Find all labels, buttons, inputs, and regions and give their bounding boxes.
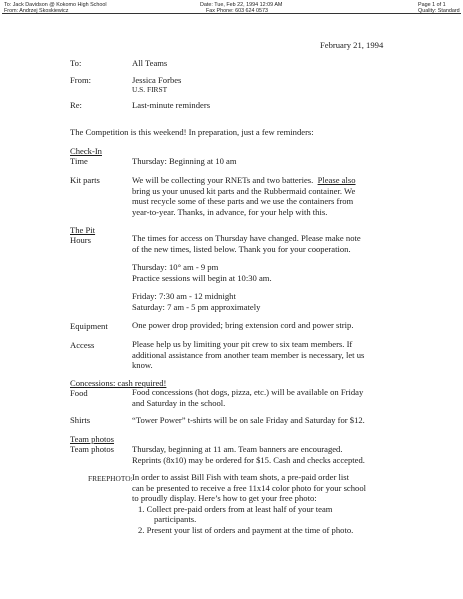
- kit-emphasis: Please also: [317, 175, 356, 185]
- kit-text: We will be collecting your RNETs and two batteries. Please also bring us your unused kit parts and the Rubbermaid container. We must recycle some of these parts and we use the containers from year-to-year. Thanks, in advance, for your help with this.: [132, 175, 356, 217]
- hours-label: Hours: [70, 235, 92, 245]
- to-value: All Teams: [132, 58, 168, 68]
- photos-heading: Team photos: [70, 434, 115, 444]
- equipment-label: Equipment: [70, 321, 108, 331]
- hours-text: The times for access on Thursday have changed. Please make note of the new times, listed below. Thank you for your cooperation.: [132, 233, 361, 254]
- from-org: U.S. FIRST: [132, 85, 168, 94]
- fax-quality: Quality: Standard: [418, 8, 460, 14]
- access-label: Access: [70, 340, 95, 350]
- kit-label: Kit parts: [70, 175, 100, 185]
- time-value: Thursday: Beginning at 10 am: [132, 156, 237, 166]
- fax-date: Date: Tue, Feb 22, 1994 12:09 AM: [200, 2, 283, 8]
- food-label: Food: [70, 388, 88, 398]
- fax-phone: Fax Phone: 603 624 0573: [206, 8, 269, 14]
- concessions-heading: Concessions: cash required!: [70, 378, 167, 388]
- shirts-label: Shirts: [70, 415, 91, 425]
- time-label: Time: [70, 156, 88, 166]
- photos-text: Thursday, beginning at 11 am. Team banners are encouraged. Reprints (8x10) may be ordered for $15. Cash and checks accepted.: [132, 444, 365, 465]
- re-value: Last-minute reminders: [132, 100, 211, 110]
- photos-label: Team photos: [70, 444, 115, 454]
- memo-date: February 21, 1994: [320, 40, 384, 50]
- access-text: Please help us by limiting your pit crew to six team members. If additional assistance from another team member is necessary, let us know.: [132, 339, 365, 370]
- weekend-hours: Friday: 7:30 am - 12 midnight Saturday: 7 am - 5 pm approximately: [132, 291, 261, 312]
- shirts-text: “Tower Power” t-shirts will be on sale Friday and Saturday for $12.: [132, 415, 365, 425]
- food-text: Food concessions (hot dogs, pizza, etc.) will be available on Friday and Saturday in the school.: [132, 387, 364, 408]
- fax-from: From: Andrzej Skoskiewicz: [4, 8, 69, 14]
- fax-header-rule: [2, 13, 461, 14]
- freephoto-step-1-cont: participants.: [154, 514, 197, 524]
- from-name: Jessica Forbes: [132, 75, 182, 85]
- freephoto-step-1: 1. Collect pre-paid orders from at least half of your team: [138, 503, 333, 514]
- checkin-heading: Check-In: [70, 146, 102, 156]
- thursday-hours: Thursday: 10° am - 9 pm Practice sessions will begin at 10:30 am.: [132, 262, 272, 283]
- intro-text: The Competition is this weekend! In preparation, just a few reminders:: [70, 127, 314, 137]
- freephoto-text: In order to assist Bill Fish with team shots, a pre-paid order list can be presented to receive a free 11x14 color photo for your school to proudly display. Here’s how to get your free photo: 1. Collect pre-paid orders from at least half of your team participants. 2. Present your list of orders and payment at the time of photo.: [132, 472, 432, 535]
- freephoto-step-2: 2. Present your list of orders and payment at the time of photo.: [138, 524, 354, 535]
- to-label: To:: [70, 58, 82, 68]
- freephoto-label: FREEPHOTO:: [88, 474, 133, 483]
- re-label: Re:: [70, 100, 82, 110]
- pit-heading: The Pit: [70, 225, 96, 235]
- fax-page: Page 1 of 1: [418, 2, 446, 8]
- from-label: From:: [70, 75, 92, 85]
- fax-to: To: Jack Davidson @ Kokomo High School: [4, 2, 107, 8]
- equipment-text: One power drop provided; bring extension cord and power strip.: [132, 320, 354, 330]
